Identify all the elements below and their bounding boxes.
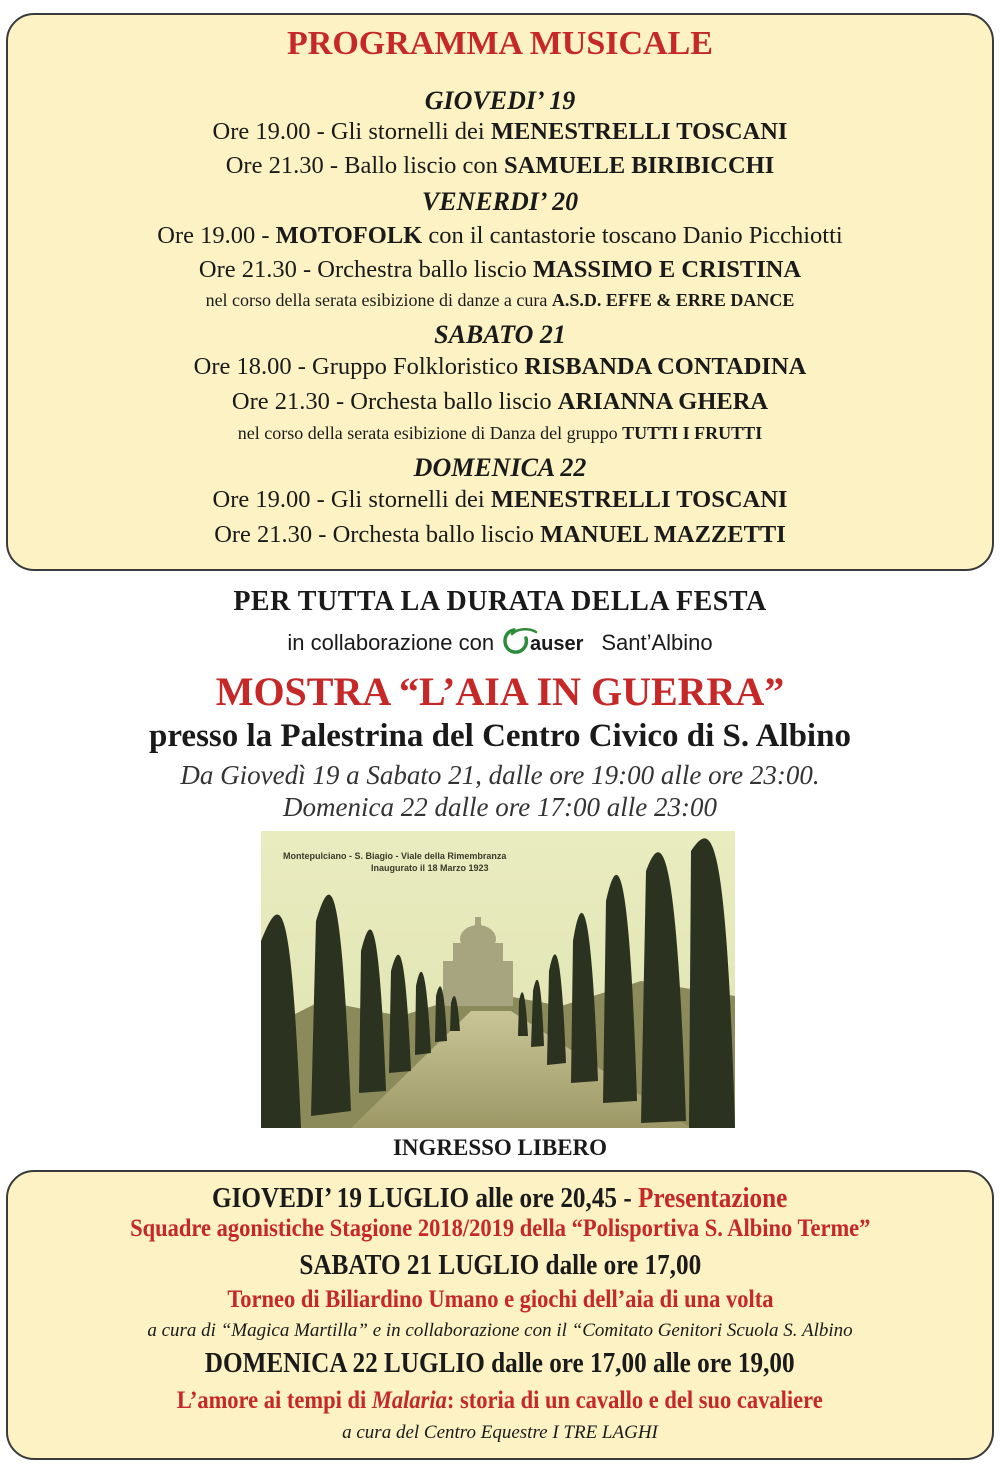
svg-text:auser: auser [530,633,584,655]
program-item: Ore 21.30 - Orchesta ballo liscio MANUEL MAZZETTI [214,521,786,548]
entry-label: INGRESSO LIBERO [392,1135,608,1160]
event-2-description: Torneo di Biliardino Umano e giochi dell’aia di una volta [226,1286,774,1313]
event-3-description: L’amore ai tempi di Malaria: storia di un cavallo e del suo cavaliere [177,1387,823,1414]
program-item: Ore 19.00 - MOTOFOLK con il cantastorie toscano Danio Picchiotti [157,222,843,249]
auser-logo [500,624,595,664]
mostra-title: MOSTRA “L’AIA IN GUERRA” [215,669,785,714]
auser-location: Sant’Albino [601,629,713,655]
festa-heading: PER TUTTA LA DURATA DELLA FESTA [233,586,767,617]
program-note: nel corso della serata esibizione di danze a cura A.S.D. EFFE & ERRE DANCE [205,290,795,310]
program-item: Ore 19.00 - Gli stornelli dei MENESTRELLI TOSCANI [212,486,788,513]
program-item: Ore 21.30 - Orchestra ballo liscio MASSIMO E CRISTINA [198,256,802,283]
svg-text:Inaugurato il 18 Marzo 1923: Inaugurato il 18 Marzo 1923 [371,863,489,873]
mostra-venue: presso la Palestrina del Centro Civico di S. Albino [149,718,851,754]
program-item: Ore 18.00 - Gruppo Folkloristico RISBANDA CONTADINA [193,353,807,380]
event-2-note: a cura di “Magica Martilla” e in collaborazione con il “Comitato Genitori Scuola S. Albino [147,1320,853,1341]
day-heading: DOMENICA 22 [413,453,587,482]
mostra-hours-2: Domenica 22 dalle ore 17:00 alle 23:00 [283,792,717,822]
program-item: Ore 21.30 - Ballo liscio con SAMUELE BIRIBICCHI [225,152,775,179]
mostra-hours-1: Da Giovedì 19 a Sabato 21, dalle ore 19:00 alle ore 23:00. [180,760,820,790]
day-heading: SABATO 21 [434,320,566,349]
event-3-heading: DOMENICA 22 LUGLIO dalle ore 17,00 alle ore 19,00 [205,1348,795,1379]
program-item: Ore 19.00 - Gli stornelli dei MENESTRELLI TOSCANI [212,118,788,145]
event-2-heading: SABATO 21 LUGLIO dalle ore 17,00 [299,1250,701,1281]
day-heading: GIOVEDI’ 19 [424,86,576,115]
day-heading: VENERDI’ 20 [421,187,579,216]
event-1-heading: GIOVEDI’ 19 LUGLIO alle ore 20,45 - Presentazione [212,1183,788,1214]
historic-postcard-photo [261,831,735,1128]
program-note: nel corso della serata esibizione di Danza del gruppo TUTTI I FRUTTI [237,423,763,443]
collab-label: in collaborazione con [287,629,495,655]
svg-text:Montepulciano - S. Biagio - Vi: Montepulciano - S. Biagio - Viale della Rimembranza [283,851,507,861]
event-1-description: Squadre agonistiche Stagione 2018/2019 della “Polisportiva S. Albino Terme” [129,1215,871,1242]
collab-line [0,624,1000,664]
program-item: Ore 21.30 - Orchesta ballo liscio ARIANNA GHERA [231,388,769,415]
program-title: PROGRAMMA MUSICALE [287,25,713,62]
event-3-note: a cura del Centro Equestre I TRE LAGHI [342,1422,658,1443]
